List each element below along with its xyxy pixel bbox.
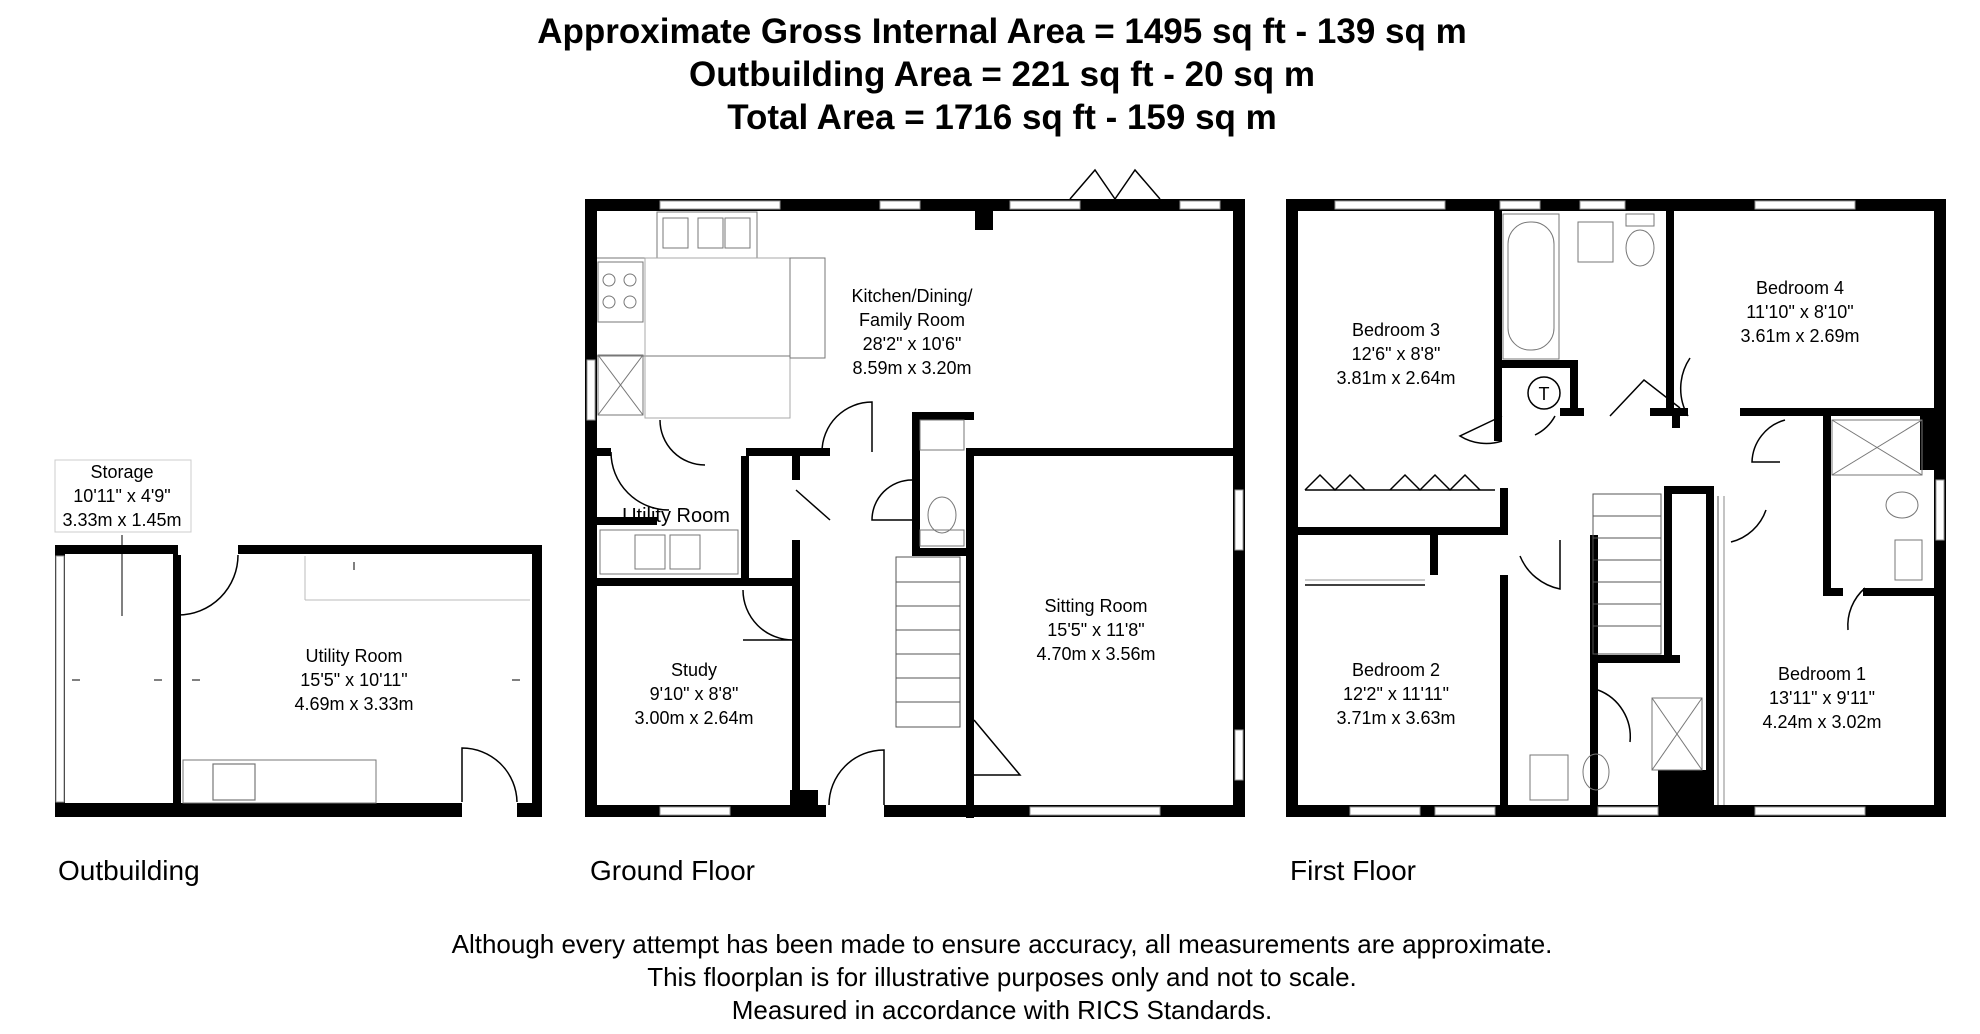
ground-floor-label: Ground Floor [590,855,755,886]
bedroom2-name: Bedroom 2 [1351,660,1441,680]
bedroom2-imperial: 12'2" x 11'11" [1342,684,1450,704]
sitting-door-swing [974,720,1020,775]
utility-out-metric: 4.69m x 3.33m [294,694,414,714]
area-header [537,12,1466,137]
storage-imperial: 10'11" x 4'9" [73,486,171,506]
bathroom-fittings [1503,214,1654,359]
bedroom3-name: Bedroom 3 [1351,320,1441,340]
bedroom3-metric: 3.81m x 2.64m [1336,368,1456,388]
sitting-name: Sitting Room [1044,596,1148,616]
sitting-imperial: 15'5" x 11'8" [1047,620,1145,640]
kitchen-name-1: Kitchen/Dining/ [851,286,973,306]
utility-worktop-outbuilding [183,760,376,803]
kitchen-fittings [597,212,825,418]
outbuilding-plan [55,460,542,818]
disclaimer-line-1: Although every attempt has been made to ensure accuracy, all measurements are approximate. [451,929,1553,959]
ground-floor-plan [585,170,1245,818]
bedroom4-imperial: 11'10" x 8'10" [1746,302,1854,322]
utility-out-imperial: 15'5" x 10'11" [300,670,408,690]
kitchen-name-2: Family Room [858,310,966,330]
outbuilding-walls [55,545,542,817]
outbuilding-label: Outbuilding [58,855,200,886]
study-name: Study [670,660,718,680]
utility-fittings [600,530,738,574]
storage-name: Storage [90,462,154,482]
storage-door-swing [178,555,238,615]
ground-wc-fittings [920,420,964,546]
outbuilding-door-opening [462,802,517,818]
bedroom2-metric: 3.71m x 3.63m [1336,708,1456,728]
bedroom1-metric: 4.24m x 3.02m [1762,712,1882,732]
airing-cupboard [1528,377,1560,409]
larder-door-swing [660,420,705,465]
front-door-swing [829,750,884,805]
closet-door-swing [796,490,830,520]
bedroom1-name: Bedroom 1 [1777,664,1867,684]
utility-out-name: Utility Room [305,646,403,666]
storage-open-side [56,556,64,802]
disclaimer-line-3: Measured in accordance with RICS Standards. [731,995,1273,1025]
disclaimer-line-2: This floorplan is for illustrative purposes only and not to scale. [647,962,1357,992]
study-door-swing [743,590,793,640]
wardrobe-bifold-doors [1305,475,1480,490]
study-imperial: 9'10" x 8'8" [649,684,739,704]
outbuilding-area: Outbuilding Area = 221 sq ft - 20 sq m [689,55,1315,94]
outbuilding-dim-ticks [72,535,520,680]
bedroom1-imperial: 13'11" x 9'11" [1768,688,1876,708]
floor-labels [58,855,1416,886]
disclaimer [452,929,1553,1025]
storage-metric: 3.33m x 1.45m [62,510,182,530]
ground-stairs [896,557,960,727]
kitchen-imperial: 28'2" x 10'6" [862,334,962,354]
bedroom4-name: Bedroom 4 [1755,278,1845,298]
utility-gf-name: Utility Room [622,505,730,527]
outbuilding-door-swing [462,748,517,802]
patio-doors [1070,170,1160,199]
utility-door-swing [611,452,669,510]
gross-internal-area: Approximate Gross Internal Area = 1495 sq ft - 139 sq m [537,12,1467,51]
kitchen-door-swing [822,402,872,452]
sitting-metric: 4.70m x 3.56m [1036,644,1156,664]
total-area: Total Area = 1716 sq ft - 159 sq m [727,98,1277,137]
bedroom4-metric: 3.61m x 2.69m [1740,326,1860,346]
storage-door-opening [178,544,238,555]
utility-sink-outbuilding [213,764,255,800]
hot-water-tank-label: T [1538,384,1550,404]
ensuite-fittings [1832,420,1922,580]
first-floor-plan [1286,199,1946,817]
bedroom3-imperial: 12'6" x 8'8" [1351,344,1441,364]
first-floor-label: First Floor [1290,855,1416,886]
wc-door-swing [872,480,912,520]
study-metric: 3.00m x 2.64m [634,708,754,728]
kitchen-metric: 8.59m x 3.20m [852,358,972,378]
first-stairs [1593,494,1661,654]
